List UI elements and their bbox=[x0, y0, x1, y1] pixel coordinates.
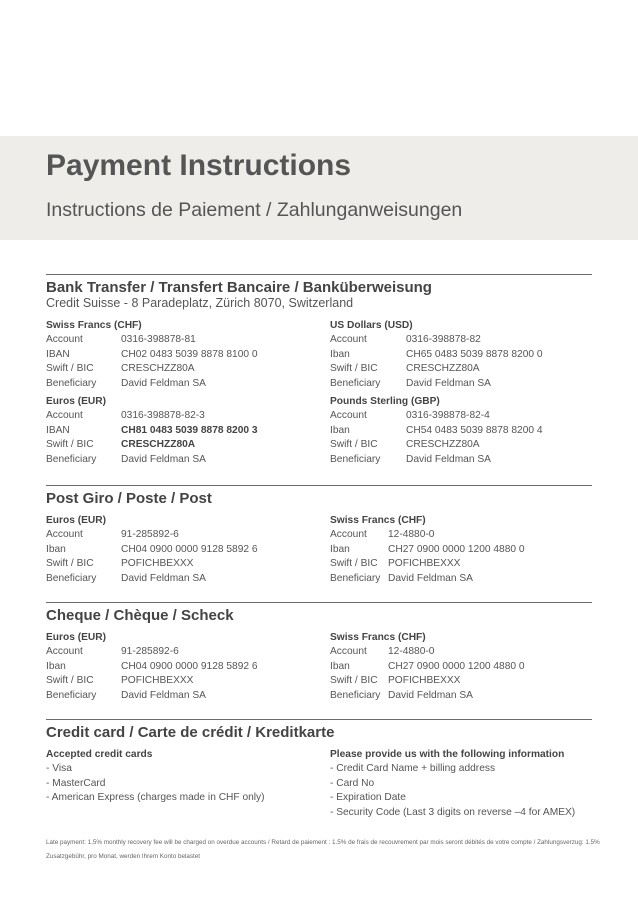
info-row bbox=[330, 348, 543, 362]
block-title: Accepted credit cards bbox=[46, 749, 153, 760]
row-label: Account bbox=[330, 410, 367, 422]
row-label: Iban bbox=[46, 660, 66, 672]
info-row bbox=[330, 572, 525, 586]
cheque-heading: Cheque / Chèque / Scheck bbox=[46, 607, 234, 624]
cheque-eur-block bbox=[46, 631, 258, 703]
info-row bbox=[46, 660, 258, 674]
bank-eur-block bbox=[46, 395, 258, 467]
row-label: Iban bbox=[330, 543, 350, 555]
info-row bbox=[46, 424, 258, 438]
row-label: Account bbox=[46, 334, 83, 346]
cheque-chf-block bbox=[330, 631, 525, 703]
row-value: CRESCHZZ80A bbox=[406, 363, 480, 375]
row-value: CH27 0900 0000 1200 4880 0 bbox=[388, 660, 525, 672]
row-value: POFICHBEXXX bbox=[388, 558, 461, 570]
row-value: David Feldman SA bbox=[121, 377, 206, 389]
list-item: - Credit Card Name + billing address bbox=[330, 763, 496, 775]
row-label: IBAN bbox=[46, 348, 70, 360]
block-title: Euros (EUR) bbox=[46, 632, 106, 643]
row-label: Account bbox=[330, 334, 367, 346]
required-info-block bbox=[330, 748, 575, 820]
info-row bbox=[46, 438, 258, 452]
row-label: Iban bbox=[330, 348, 350, 360]
post-eur-block bbox=[46, 514, 258, 586]
info-row bbox=[46, 557, 258, 571]
row-value: CH81 0483 5039 8878 8200 3 bbox=[121, 424, 258, 436]
row-label: Swift / BIC bbox=[46, 363, 94, 375]
row-label: Swift / BIC bbox=[46, 439, 94, 451]
row-value: David Feldman SA bbox=[406, 453, 491, 465]
block-title: Swiss Francs (CHF) bbox=[46, 320, 142, 331]
info-row bbox=[330, 645, 525, 659]
info-row bbox=[330, 689, 525, 703]
info-row bbox=[330, 660, 525, 674]
info-row bbox=[46, 674, 258, 688]
accepted-cards-block bbox=[46, 748, 265, 806]
row-label: Swift / BIC bbox=[330, 558, 378, 570]
row-value: David Feldman SA bbox=[121, 689, 206, 701]
section-divider bbox=[46, 602, 592, 603]
info-row bbox=[330, 362, 543, 376]
section-divider bbox=[46, 274, 592, 275]
row-value: CRESCHZZ80A bbox=[121, 363, 195, 375]
credit-card-heading: Credit card / Carte de crédit / Kreditkarte bbox=[46, 724, 335, 741]
info-row bbox=[330, 543, 525, 557]
info-row bbox=[46, 689, 258, 703]
info-row bbox=[46, 362, 258, 376]
bank-gbp-block bbox=[330, 395, 543, 467]
row-value: 91-285892-6 bbox=[121, 646, 179, 658]
row-value: 12-4880-0 bbox=[388, 646, 435, 658]
row-value: 12-4880-0 bbox=[388, 529, 435, 541]
row-value: David Feldman SA bbox=[388, 572, 473, 584]
block-title: Swiss Francs (CHF) bbox=[330, 632, 426, 643]
info-row bbox=[330, 557, 525, 571]
row-value: David Feldman SA bbox=[121, 453, 206, 465]
info-row bbox=[330, 528, 525, 542]
header-banner bbox=[0, 136, 638, 240]
info-row bbox=[330, 674, 525, 688]
row-value: POFICHBEXXX bbox=[121, 558, 194, 570]
info-row bbox=[46, 377, 258, 391]
info-row bbox=[330, 377, 543, 391]
bank-transfer-heading: Bank Transfer / Transfert Bancaire / Banküberweisung bbox=[46, 279, 432, 296]
row-label: Iban bbox=[46, 543, 66, 555]
row-value: POFICHBEXXX bbox=[388, 675, 461, 687]
post-giro-heading: Post Giro / Poste / Post bbox=[46, 490, 212, 507]
row-value: CH65 0483 5039 8878 8200 0 bbox=[406, 348, 543, 360]
row-label: Account bbox=[330, 646, 367, 658]
row-value: David Feldman SA bbox=[406, 377, 491, 389]
list-item: - Security Code (Last 3 digits on reverse –4 for AMEX) bbox=[330, 806, 576, 818]
row-label: IBAN bbox=[46, 424, 70, 436]
row-label: Iban bbox=[330, 660, 350, 672]
row-value: CH54 0483 5039 8878 8200 4 bbox=[406, 424, 543, 436]
info-row bbox=[46, 453, 258, 467]
row-label: Beneficiary bbox=[330, 453, 381, 465]
bank-chf-block bbox=[46, 319, 258, 391]
row-label: Beneficiary bbox=[46, 377, 97, 389]
row-label: Swift / BIC bbox=[330, 439, 378, 451]
info-row bbox=[46, 528, 258, 542]
info-row bbox=[46, 645, 258, 659]
list-item: - Card No bbox=[330, 777, 375, 789]
row-value: 0316-398878-82-4 bbox=[406, 410, 490, 422]
row-label: Iban bbox=[330, 424, 350, 436]
bank-usd-block bbox=[330, 319, 543, 391]
row-value: POFICHBEXXX bbox=[121, 675, 194, 687]
section-divider bbox=[46, 485, 592, 486]
row-label: Swift / BIC bbox=[46, 558, 94, 570]
row-label: Account bbox=[46, 410, 83, 422]
list-item: - MasterCard bbox=[46, 777, 106, 789]
info-row bbox=[46, 543, 258, 557]
row-value: CH04 0900 0000 9128 5892 6 bbox=[121, 660, 258, 672]
row-label: Account bbox=[330, 529, 367, 541]
block-title: Euros (EUR) bbox=[46, 396, 106, 407]
row-label: Account bbox=[46, 646, 83, 658]
row-value: 0316-398878-82 bbox=[406, 334, 481, 346]
row-label: Swift / BIC bbox=[46, 675, 94, 687]
row-label: Account bbox=[46, 529, 83, 541]
row-value: CH27 0900 0000 1200 4880 0 bbox=[388, 543, 525, 555]
row-label: Beneficiary bbox=[46, 453, 97, 465]
row-label: Beneficiary bbox=[330, 572, 381, 584]
row-value: CRESCHZZ80A bbox=[406, 439, 480, 451]
list-item: - Visa bbox=[46, 763, 72, 775]
bank-address: Credit Suisse - 8 Paradeplatz, Zürich 8070, Switzerland bbox=[46, 296, 354, 310]
block-title: Please provide us with the following information bbox=[330, 749, 565, 760]
info-row bbox=[46, 409, 258, 423]
late-payment-note: Late payment: 1.5% monthly recovery fee will be charged on overdue accounts / Retard de paiement : 1.5% de frais de recouvrement par mois seront débités de votre compte / Zahlungsverzug: 1.5% Zusatzgebühr, pro Monat, werden Ihrem Konto belastet bbox=[46, 839, 600, 860]
info-row bbox=[330, 424, 543, 438]
block-title: Pounds Sterling (GBP) bbox=[330, 396, 440, 407]
info-row bbox=[330, 333, 543, 347]
row-value: 0316-398878-82-3 bbox=[121, 410, 205, 422]
row-value: CH04 0900 0000 9128 5892 6 bbox=[121, 543, 258, 555]
page-subtitle: Instructions de Paiement / Zahlunganweisungen bbox=[46, 199, 463, 221]
list-item: - Expiration Date bbox=[330, 792, 406, 804]
row-label: Beneficiary bbox=[330, 689, 381, 701]
row-value: CH02 0483 5039 8878 8100 0 bbox=[121, 348, 258, 360]
post-chf-block bbox=[330, 514, 525, 586]
row-label: Swift / BIC bbox=[330, 675, 378, 687]
block-title: Euros (EUR) bbox=[46, 515, 106, 526]
row-label: Beneficiary bbox=[330, 377, 381, 389]
row-value: David Feldman SA bbox=[388, 689, 473, 701]
list-item: - American Express (charges made in CHF only) bbox=[46, 792, 265, 804]
row-value: 91-285892-6 bbox=[121, 529, 179, 541]
page-title: Payment Instructions bbox=[46, 149, 352, 182]
row-label: Beneficiary bbox=[46, 572, 97, 584]
row-label: Swift / BIC bbox=[330, 363, 378, 375]
info-row bbox=[46, 572, 258, 586]
info-row bbox=[46, 333, 258, 347]
info-row bbox=[46, 348, 258, 362]
info-row bbox=[330, 453, 543, 467]
row-value: 0316-398878-81 bbox=[121, 334, 196, 346]
row-value: CRESCHZZ80A bbox=[121, 439, 196, 451]
block-title: US Dollars (USD) bbox=[330, 320, 413, 331]
section-divider bbox=[46, 719, 592, 720]
block-title: Swiss Francs (CHF) bbox=[330, 515, 426, 526]
info-row bbox=[330, 409, 543, 423]
row-label: Beneficiary bbox=[46, 689, 97, 701]
info-row bbox=[330, 438, 543, 452]
row-value: David Feldman SA bbox=[121, 572, 206, 584]
